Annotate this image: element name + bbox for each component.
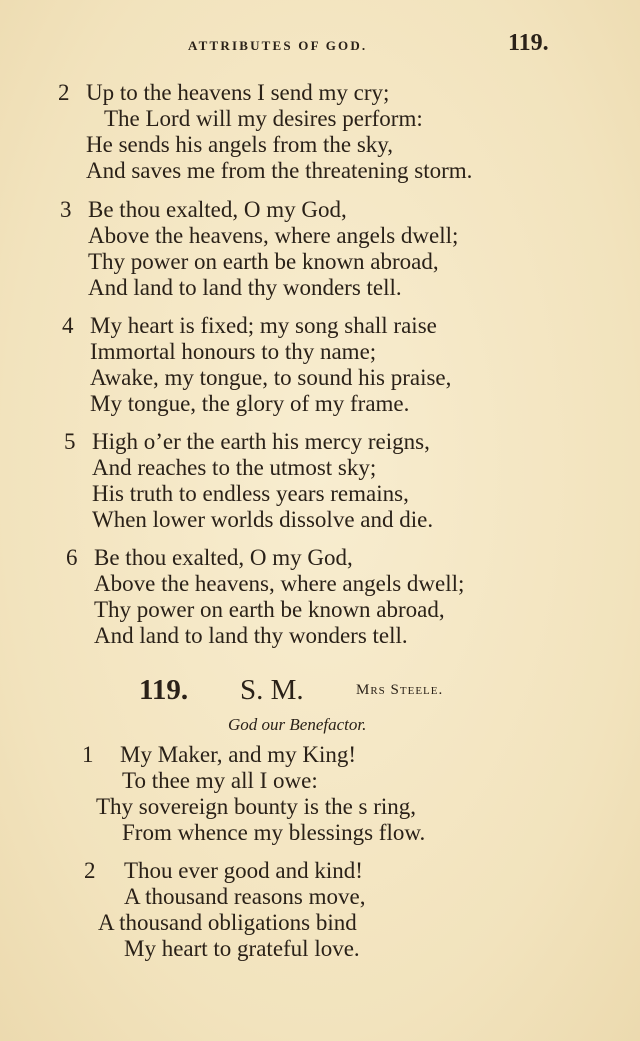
verse-line: Be thou exalted, O my God, — [88, 197, 347, 222]
stanza-number: 3 — [60, 197, 72, 222]
verse-line: Thy power on earth be known abroad, — [94, 597, 445, 622]
verse-line: Above the heavens, where angels dwell; — [88, 223, 459, 248]
verse-line: My tongue, the glory of my frame. — [90, 391, 410, 416]
stanza-number: 5 — [64, 429, 76, 454]
page-header — [0, 30, 640, 60]
verse-line: My Maker, and my King! — [120, 742, 357, 767]
verse-line: And land to land thy wonders tell. — [94, 623, 408, 648]
verse-line: Awake, my tongue, to sound his praise, — [90, 365, 452, 390]
page-number: 119. — [508, 30, 549, 56]
stanza-number: 2 — [58, 80, 70, 105]
verse-line: My heart is fixed; my song shall raise — [90, 313, 437, 338]
hymn-number: 119. — [139, 674, 189, 706]
verse-line: Immortal honours to thy name; — [90, 339, 377, 364]
verse-line: To thee my all I owe: — [122, 768, 318, 793]
verse-line: Be thou exalted, O my God, — [94, 545, 353, 570]
verse-line: The Lord will my desires perform: — [104, 106, 423, 131]
verse-line: My heart to grateful love. — [124, 936, 360, 961]
hymn-author: Mrs Steele. — [356, 682, 444, 698]
verse-line: A thousand obligations bind — [98, 910, 357, 935]
verse-line: Thy sovereign bounty is the s ring, — [96, 794, 417, 819]
verse-line: And saves me from the threatening storm. — [86, 158, 473, 183]
stanza-number: 6 — [66, 545, 78, 570]
verse-line: Up to the heavens I send my cry; — [86, 80, 390, 105]
hymn-heading — [0, 674, 640, 708]
verse-line: Thou ever good and kind! — [124, 858, 363, 883]
running-title: ATTRIBUTES OF GOD. — [188, 38, 368, 53]
verse-line: And reaches to the utmost sky; — [92, 455, 377, 480]
verse-line: His truth to endless years remains, — [92, 481, 409, 506]
hymn-subtitle: God our Benefactor. — [228, 715, 367, 734]
stanza-number: 4 — [62, 313, 74, 338]
verse-line: A thousand reasons move, — [124, 884, 366, 909]
verse-line: From whence my blessings flow. — [122, 820, 426, 845]
verse-line: When lower worlds dissolve and die. — [92, 507, 434, 532]
hymn-meter: S. M. — [240, 674, 304, 706]
stanza-number: 1 — [82, 742, 94, 767]
verse-line: And land to land thy wonders tell. — [88, 275, 402, 300]
verse-line: High o’er the earth his mercy reigns, — [92, 429, 430, 454]
stanza-number: 2 — [84, 858, 96, 883]
verse-line: Above the heavens, where angels dwell; — [94, 571, 465, 596]
verse-line: He sends his angels from the sky, — [86, 132, 394, 157]
verse-line: Thy power on earth be known abroad, — [88, 249, 439, 274]
